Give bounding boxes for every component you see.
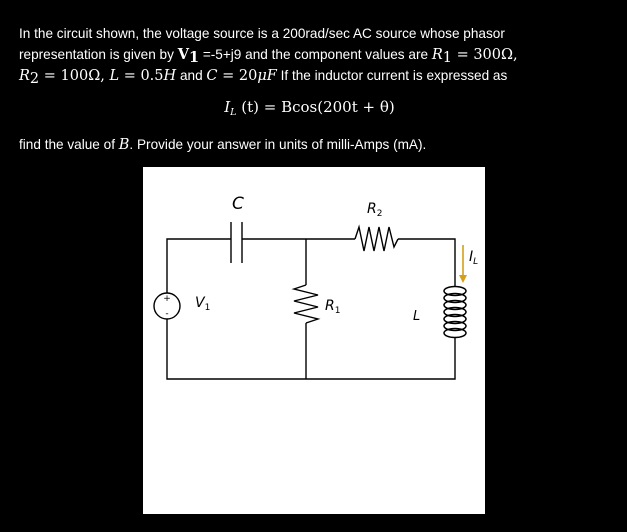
problem-line-5-prefix: find the value of <box>19 137 119 152</box>
l-value: = 0.5 <box>119 68 164 84</box>
equation-lhs: I <box>224 98 231 116</box>
c-unit: μF <box>257 68 277 84</box>
inductor-label: L <box>413 309 421 324</box>
current-equation <box>0 96 627 118</box>
r1-resistor <box>294 285 318 323</box>
v1-symbol: V <box>177 46 189 63</box>
current-arrow-icon <box>459 245 467 283</box>
source-label: $V_1$ <box>195 295 211 313</box>
wire-r2-to-inductor <box>398 239 455 287</box>
v1-value: =-5+j9 and the component values are <box>199 47 432 62</box>
problem-line-5 <box>19 134 619 156</box>
c-value: = 20 <box>217 68 258 84</box>
problem-line-1-text: In the circuit shown, the voltage source is a 200rad/sec AC source whose phasor <box>19 26 505 41</box>
source-plus-sign: + <box>163 294 171 304</box>
r2-subscript: 2 <box>29 71 40 87</box>
source-minus-sign: - <box>165 309 169 319</box>
wire-top-left <box>167 239 231 293</box>
problem-line-3 <box>19 65 619 87</box>
problem-line-1 <box>19 23 619 44</box>
problem-line-5-suffix: . Provide your answer in units of milli-Amps (mA). <box>129 137 427 152</box>
r2-symbol: R <box>19 68 30 84</box>
l-unit: H <box>163 68 177 84</box>
r1-subscript: 1 <box>442 50 452 66</box>
equation-rhs: = Bcos(200t + θ) <box>258 98 395 116</box>
v1-subscript: 1 <box>188 49 200 66</box>
r1-label: $R_1$ <box>325 298 341 316</box>
inductor-coil <box>444 287 466 338</box>
problem-line-2-prefix: representation is given by <box>19 47 178 62</box>
r2-value: = 100Ω, <box>39 68 110 84</box>
c-symbol: C <box>206 68 218 84</box>
l-symbol: L <box>109 68 120 84</box>
equation-lhs-subscript: L <box>230 107 237 118</box>
problem-line-2 <box>19 44 619 66</box>
equation-arg: (t) <box>236 98 259 116</box>
circuit-diagram <box>143 167 485 514</box>
wire-inductor-to-bottom <box>167 319 455 379</box>
capacitor-label: C <box>232 194 244 214</box>
r2-resistor <box>355 227 398 251</box>
b-symbol: B <box>118 137 130 153</box>
and-text: and <box>176 68 207 83</box>
r1-symbol: R <box>431 47 443 63</box>
current-label: $I_L$ <box>469 249 479 267</box>
r1-value: = 300Ω, <box>451 47 518 63</box>
problem-line-3-suffix: If the inductor current is expressed as <box>276 68 508 83</box>
circuit-svg <box>143 167 485 514</box>
r2-label: $R_2$ <box>367 201 383 219</box>
